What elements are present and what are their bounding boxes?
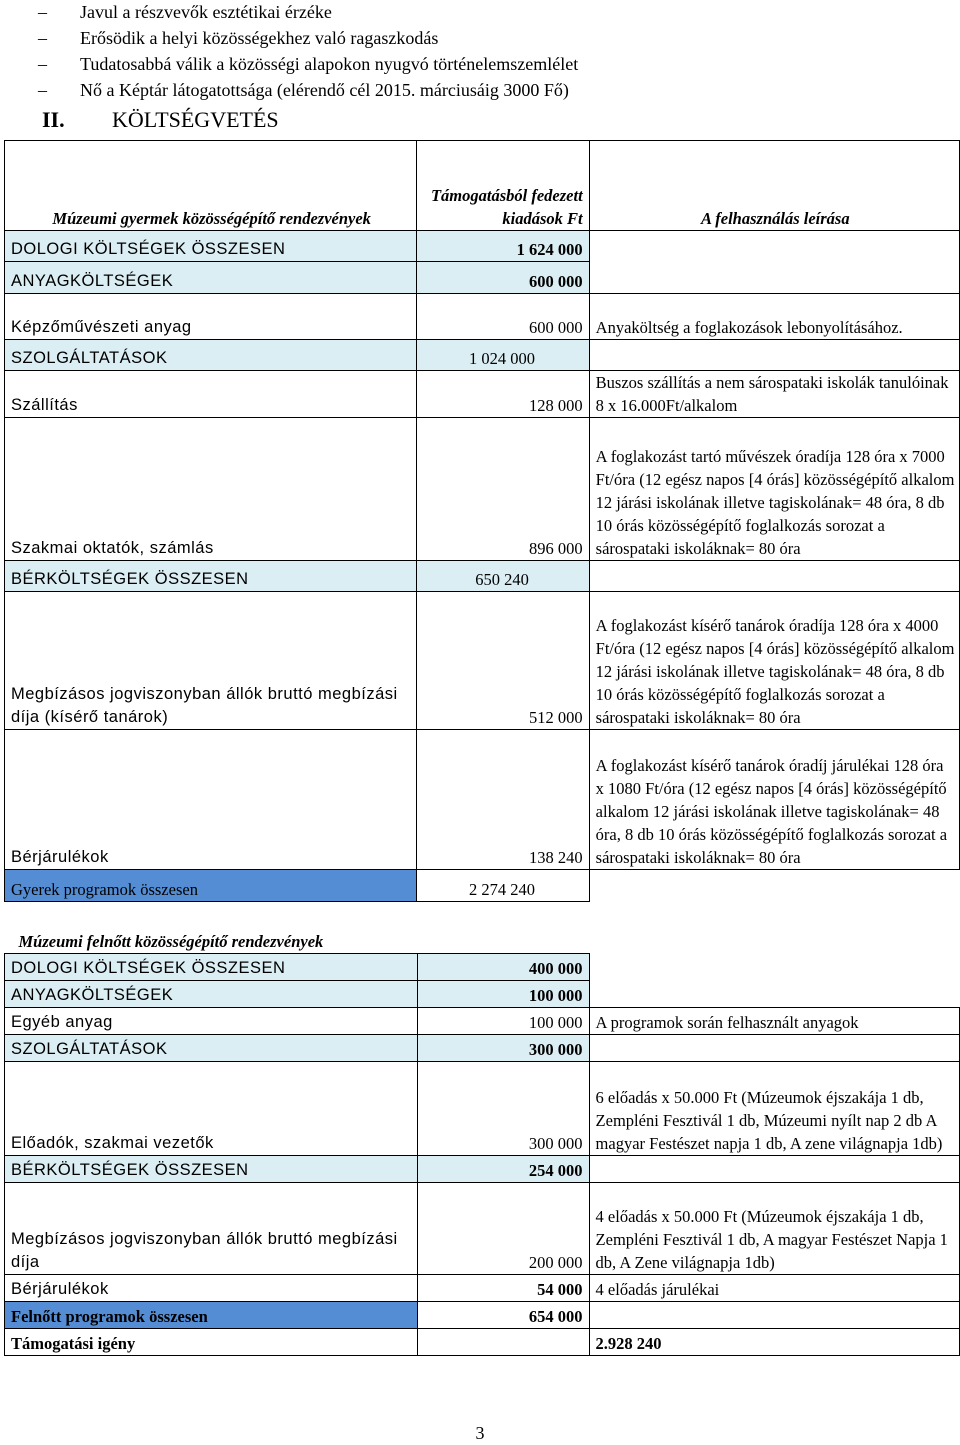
table-row (5, 730, 960, 870)
table-row (5, 1007, 960, 1034)
row-label: Előadók, szakmai vezetők (5, 1061, 418, 1155)
table-row (5, 561, 960, 592)
row-desc: A foglakozást tartó művészek óradíja 128 óra x 7000 Ft/óra (12 egész napos [4 órás] közösségépítő alkalom 12 járási iskolának illetve tagiskolának= 48 óra, 8 db 10 órás közösségépítő foglalkozás sorozat a sárospataki iskoláknak= 80 óra (589, 418, 959, 561)
row-desc (589, 980, 959, 1007)
table-row (5, 592, 960, 730)
table-row (5, 1061, 960, 1155)
row-label: Megbízásos jogviszonyban állók bruttó megbízási díja (5, 1182, 418, 1274)
table-row (5, 980, 960, 1007)
bullet-text: Erősödik a helyi közösségekhez való ragaszkodás (80, 28, 439, 48)
row-label: Támogatási igény (5, 1328, 418, 1355)
bullet-text: Tudatosabbá válik a közösségi alapokon nyugvó történelemszemlélet (80, 54, 579, 74)
row-desc (589, 953, 959, 980)
row-label: Szállítás (5, 371, 417, 418)
header-amount: Támogatásból fedezett kiadások Ft (417, 141, 589, 231)
row-amount: 300 000 (417, 1061, 589, 1155)
table-row (5, 371, 960, 418)
row-desc (589, 561, 959, 592)
table-row (5, 1328, 960, 1355)
row-desc (589, 1034, 959, 1061)
row-amount: 896 000 (417, 418, 589, 561)
budget-table-adults (4, 928, 960, 1356)
row-label: SZOLGÁLTATÁSOK (5, 1034, 418, 1061)
row-amount: 400 000 (417, 953, 589, 980)
row-desc (589, 1301, 959, 1328)
row-label: SZOLGÁLTATÁSOK (5, 340, 417, 371)
row-label: DOLOGI KÖLTSÉGEK ÖSSZESEN (5, 953, 418, 980)
row-label: Felnőtt programok összesen (5, 1301, 418, 1328)
row-desc (589, 262, 959, 294)
budget-table-children (4, 140, 960, 902)
row-label: Szakmai oktatók, számlás (5, 418, 417, 561)
row-desc (589, 1155, 959, 1182)
row-amount: 650 240 (417, 561, 589, 592)
bullet-dash: – (38, 28, 47, 48)
row-amount: 654 000 (417, 1301, 589, 1328)
table-row (5, 294, 960, 340)
row-amount: 1 624 000 (417, 231, 589, 262)
table-row (5, 418, 960, 561)
bullet-dash: – (38, 80, 47, 100)
table-row (5, 1034, 960, 1061)
table-row (5, 340, 960, 371)
table-row (5, 1182, 960, 1274)
row-amount: 128 000 (417, 371, 589, 418)
row-amount (417, 1328, 589, 1355)
row-amount: 1 024 000 (417, 340, 589, 371)
table-row (5, 231, 960, 262)
row-label: ANYAGKÖLTSÉGEK (5, 980, 418, 1007)
row-desc: Anyaköltség a foglakozások lebonyolításához. (589, 294, 959, 340)
row-amount: 138 240 (417, 730, 589, 870)
row-amount: 300 000 (417, 1034, 589, 1061)
bullet-dash: – (38, 2, 47, 22)
row-amount: 512 000 (417, 592, 589, 730)
row-label: Bérjárulékok (5, 730, 417, 870)
table-title: Múzeumi felnőtt közösségépítő rendezvények (18, 931, 324, 951)
row-desc (589, 231, 959, 262)
table-header-row (5, 141, 960, 231)
row-amount: 54 000 (417, 1274, 589, 1301)
row-desc: 4 előadás járulékai (589, 1274, 959, 1301)
row-desc: A programok során felhasznált anyagok (589, 1007, 959, 1034)
row-label: Egyéb anyag (5, 1007, 418, 1034)
row-label: Képzőművészeti anyag (5, 294, 417, 340)
row-label: Bérjárulékok (5, 1274, 418, 1301)
table-row (5, 1301, 960, 1328)
row-desc: A foglakozást kísérő tanárok óradíja 128 óra x 4000 Ft/óra (12 egész napos [4 órás] közösségépítő alkalom 12 járási iskolának illetve tagiskolának= 48 óra, 8 db 10 órás közösségépítő foglalkozás sorozat a sárospataki iskoláknak= 80 óra (589, 592, 959, 730)
row-amount: 100 000 (417, 980, 589, 1007)
table-row (5, 1274, 960, 1301)
row-amount: 200 000 (417, 1182, 589, 1274)
section-number: II. (42, 107, 65, 132)
row-desc: Buszos szállítás a nem sárospataki iskolák tanulóinak 8 x 16.000Ft/alkalom (589, 371, 959, 418)
bullet-text: Nő a Képtár látogatottsága (elérendő cél 2015. márciusáig 3000 Fő) (80, 80, 569, 100)
table-row (5, 870, 960, 902)
header-event-type: Múzeumi gyermek közösségépítő rendezvények (5, 141, 417, 231)
row-desc (589, 340, 959, 371)
section-title: KÖLTSÉGVETÉS (112, 107, 279, 132)
row-label: Megbízásos jogviszonyban állók bruttó megbízási díja (kísérő tanárok) (5, 592, 417, 730)
row-label: ANYAGKÖLTSÉGEK (5, 262, 417, 294)
row-amount: 2 274 240 (417, 870, 589, 902)
page-number: 3 (475, 1423, 485, 1443)
table-row (5, 953, 960, 980)
row-label: Gyerek programok összesen (5, 870, 417, 902)
table-row (5, 262, 960, 294)
bullet-dash: – (38, 54, 47, 74)
table-title-row (5, 928, 960, 953)
bullet-text: Javul a részvevők esztétikai érzéke (80, 2, 332, 22)
row-label: BÉRKÖLTSÉGEK ÖSSZESEN (5, 561, 417, 592)
row-amount: 100 000 (417, 1007, 589, 1034)
row-amount: 600 000 (417, 262, 589, 294)
section-heading (42, 107, 279, 133)
row-desc: 2.928 240 (589, 1328, 959, 1355)
table-row (5, 1155, 960, 1182)
row-desc (589, 870, 959, 902)
row-desc: 6 előadás x 50.000 Ft (Múzeumok éjszakája 1 db, Zempléni Fesztivál 1 db, Múzeumi nyílt nap 2 db A magyar Festészet napja 1 db, A zene világnapja 1db) (589, 1061, 959, 1155)
row-amount: 600 000 (417, 294, 589, 340)
row-label: DOLOGI KÖLTSÉGEK ÖSSZESEN (5, 231, 417, 262)
row-label: BÉRKÖLTSÉGEK ÖSSZESEN (5, 1155, 418, 1182)
row-desc: 4 előadás x 50.000 Ft (Múzeumok éjszakája 1 db, Zempléni Fesztivál 1 db, A magyar Festészet Napja 1 db, A Zene világnapja 1db) (589, 1182, 959, 1274)
row-amount: 254 000 (417, 1155, 589, 1182)
row-desc: A foglakozást kísérő tanárok óradíj járulékai 128 óra x 1080 Ft/óra (12 egész napos [4 órás] közösségépítő alkalom 12 járási iskolának illetve tagiskolának= 48 óra, 8 db 10 órás közösségépítő foglalkozás sorozat a sárospataki iskoláknak= 80 óra (589, 730, 959, 870)
header-description: A felhasználás leírása (589, 141, 959, 231)
